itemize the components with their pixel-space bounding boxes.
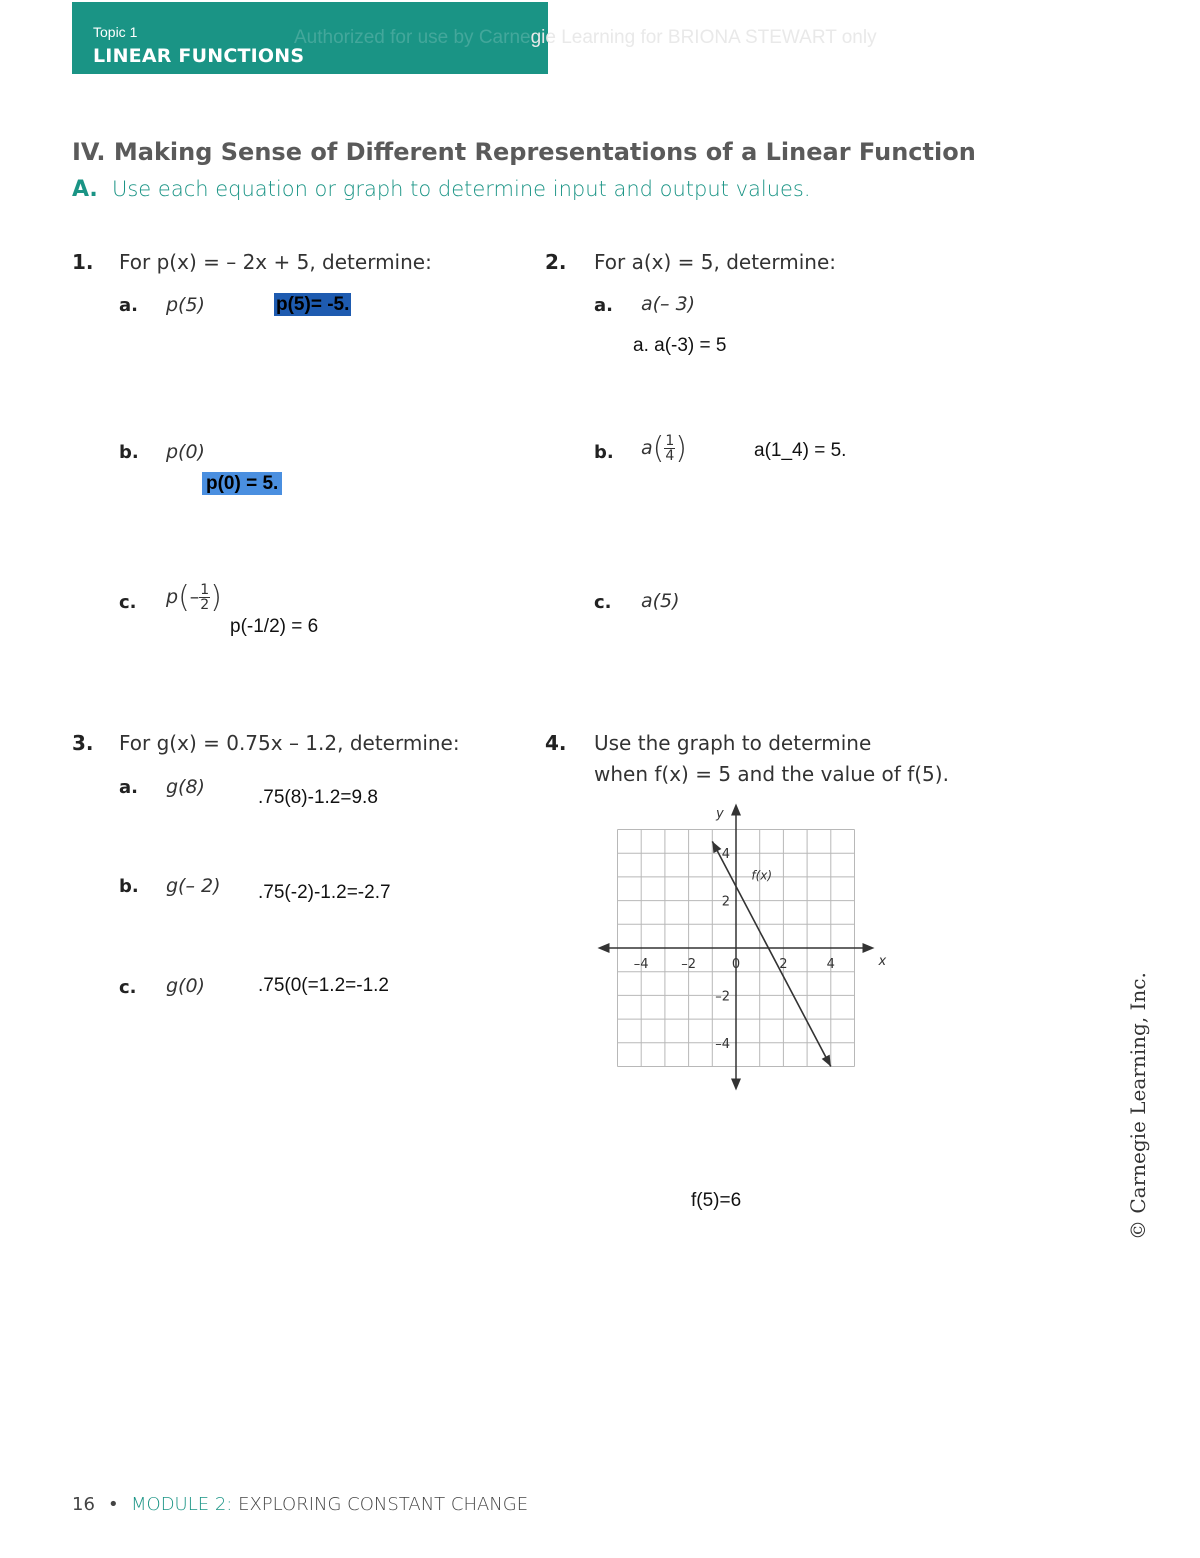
question-3-prompt: For g(x) = 0.75x – 1.2, determine: bbox=[119, 731, 460, 755]
q2b-expression: a( $\frac{1}{4}$ ) bbox=[641, 431, 688, 466]
q3c-letter: c. bbox=[119, 977, 137, 998]
y-tick-label: 4 bbox=[721, 847, 730, 863]
q1c-expression: p(– $\frac{1}{2}$ ) bbox=[166, 580, 222, 615]
q3b-letter: b. bbox=[119, 876, 139, 897]
q4-answer[interactable]: f(5)=6 bbox=[691, 1190, 742, 1211]
y-axis-arrow-down bbox=[731, 1079, 741, 1091]
question-3-number: 3. bbox=[72, 731, 94, 755]
x-tick-label: –4 bbox=[633, 957, 649, 972]
question-1-number: 1. bbox=[72, 250, 94, 274]
q2b-answer[interactable]: a(1_4) = 5. bbox=[754, 440, 847, 461]
topic-label: Topic 1 bbox=[93, 24, 138, 40]
x-axis-arrow-left bbox=[598, 943, 610, 953]
q1a-letter: a. bbox=[119, 295, 138, 316]
section-title: IV. Making Sense of Different Representations of a Linear Function bbox=[72, 138, 976, 166]
topic-title: LINEAR FUNCTIONS bbox=[93, 45, 305, 67]
y-tick-label: 2 bbox=[721, 894, 730, 910]
x-tick-label: 2 bbox=[779, 957, 788, 972]
graph-axes bbox=[598, 804, 875, 1091]
q1a-expression: p(5) bbox=[166, 294, 205, 316]
copyright: © Carnegie Learning, Inc. bbox=[1126, 972, 1150, 1240]
q1a-answer[interactable]: p(5)= -5. bbox=[276, 294, 350, 315]
footer-module-title: EXPLORING CONSTANT CHANGE bbox=[232, 1494, 529, 1515]
q2b-letter: b. bbox=[594, 442, 614, 463]
function-graph bbox=[590, 795, 890, 1095]
q3a-expression: g(8) bbox=[166, 776, 205, 798]
q3a-answer[interactable]: .75(8)-1.2=9.8 bbox=[258, 787, 378, 808]
y-tick-label: –2 bbox=[715, 989, 730, 1005]
y-axis-arrow-up bbox=[731, 804, 741, 816]
q2c-expression: a(5) bbox=[641, 590, 680, 612]
q2c-letter: c. bbox=[594, 592, 612, 613]
y-axis-label: y bbox=[716, 806, 724, 822]
q3c-expression: g(0) bbox=[166, 975, 205, 997]
question-2-number: 2. bbox=[545, 250, 567, 274]
subsection-letter: A. bbox=[72, 177, 98, 202]
footer-separator: • bbox=[108, 1494, 119, 1515]
q1c-letter: c. bbox=[119, 592, 137, 613]
x-tick-label: –2 bbox=[681, 957, 696, 972]
footer-module bbox=[131, 1494, 528, 1515]
q3c-answer[interactable]: .75(0(=1.2=-1.2 bbox=[258, 975, 389, 996]
x-axis-arrow-right bbox=[863, 943, 875, 953]
question-4-prompt-line1: Use the graph to determine bbox=[594, 731, 872, 755]
q2a-letter: a. bbox=[594, 295, 613, 316]
watermark: Authorized for use by Carnegie Learning for BRIONA STEWART only bbox=[294, 27, 877, 48]
q1b-answer[interactable]: p(0) = 5. bbox=[202, 473, 282, 495]
question-2-prompt: For a(x) = 5, determine: bbox=[594, 250, 836, 274]
q2a-expression: a(– 3) bbox=[641, 293, 696, 315]
q2b-fraction: $\frac{1}{4}$ bbox=[665, 433, 675, 464]
q3b-answer[interactable]: .75(-2)-1.2=-2.7 bbox=[258, 882, 391, 903]
x-tick-label: 0 bbox=[731, 957, 741, 972]
page-number: 16 bbox=[72, 1494, 95, 1515]
q2a-answer[interactable]: a. a(-3) = 5 bbox=[633, 335, 727, 356]
graph-series bbox=[712, 841, 831, 1066]
q3a-letter: a. bbox=[119, 777, 138, 798]
question-1-prompt: For p(x) = – 2x + 5, determine: bbox=[119, 250, 432, 274]
q1b-letter: b. bbox=[119, 442, 139, 463]
question-4-number: 4. bbox=[545, 731, 567, 755]
q1c-answer[interactable]: p(-1/2) = 6 bbox=[230, 616, 319, 637]
question-4-prompt-line2: when f(x) = 5 and the value of f(5). bbox=[594, 762, 949, 786]
y-tick-label: –4 bbox=[715, 1036, 730, 1052]
footer-module-label: MODULE 2: bbox=[131, 1494, 233, 1515]
x-tick-label: 4 bbox=[826, 957, 835, 972]
q1b-expression: p(0) bbox=[166, 441, 205, 463]
q3b-expression: g(– 2) bbox=[166, 875, 221, 897]
subsection-instructions: Use each equation or graph to determine input and output values. bbox=[112, 177, 811, 201]
q1c-fraction: $\frac{1}{2}$ bbox=[200, 582, 210, 613]
series-label-f: f(x) bbox=[751, 868, 773, 883]
x-axis-label: x bbox=[878, 954, 887, 969]
